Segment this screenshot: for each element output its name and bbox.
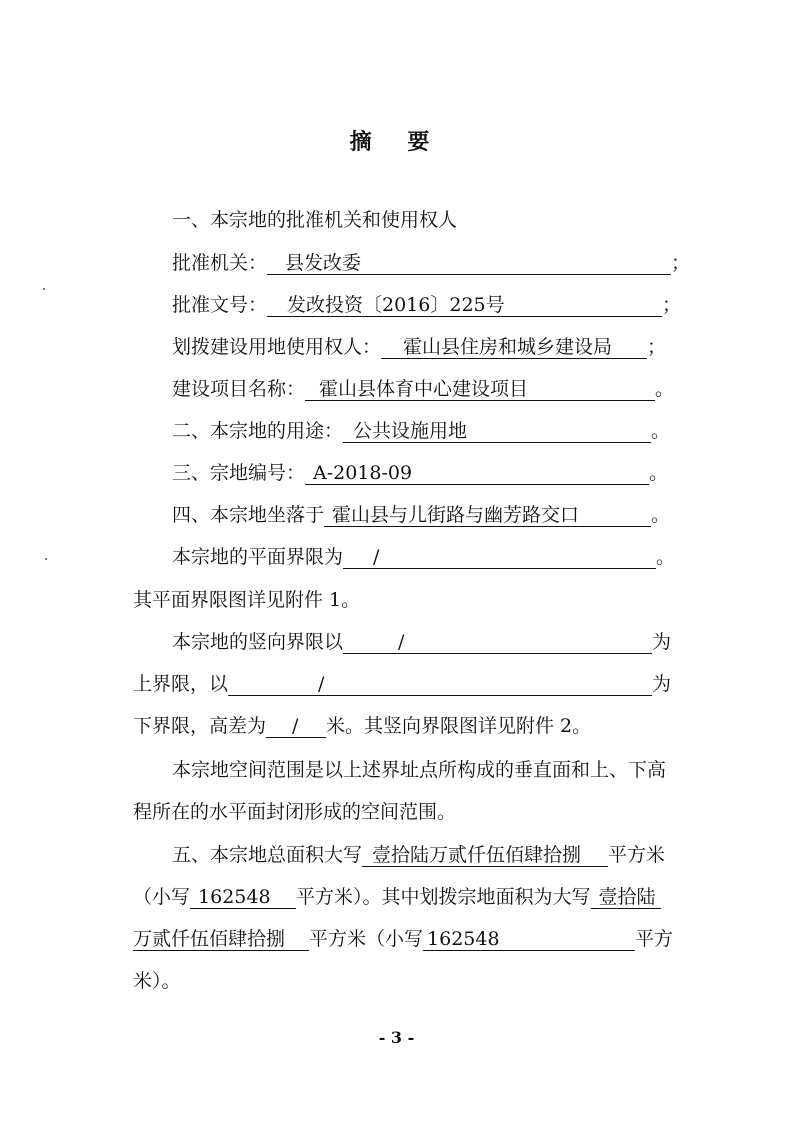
total-area-upper-value: 壹拾陆万贰仟伍佰肆拾捌: [372, 844, 582, 866]
land-use-field: [343, 419, 651, 443]
total-area-line: [172, 843, 665, 867]
allocated-area-unit: 平方米（小写: [309, 928, 424, 950]
approval-authority-line: [172, 251, 690, 275]
project-name-field: [305, 377, 655, 401]
upper-limit-value: /: [398, 631, 405, 653]
land-user-line: [172, 335, 666, 359]
plane-boundary-field: [343, 545, 656, 569]
land-use-label: 二、本宗地的用途：: [172, 420, 344, 442]
allocated-area-small-field: [423, 927, 635, 951]
parcel-number-field: [305, 461, 649, 485]
approval-doc-field: [267, 293, 662, 317]
project-name-value: 霍山县体育中心建设项目: [319, 378, 529, 400]
allocated-area-upper-field-1: [591, 885, 661, 909]
punctuation: ；: [671, 252, 691, 274]
location-value: 霍山县与儿街路与幽芳路交口: [332, 504, 580, 526]
lower-limit-label: 下界限，高差为: [133, 715, 267, 737]
scan-dot: [43, 288, 45, 290]
lower-limit-value: /: [318, 673, 325, 695]
total-area-small-field: [190, 885, 296, 909]
plane-boundary-value: /: [373, 546, 380, 568]
approval-authority-value: 县发改委: [285, 252, 362, 274]
total-area-small-line: [133, 885, 661, 909]
allocated-area-upper-value-1: 壹拾陆: [598, 886, 656, 908]
page-number: - 3 -: [378, 1028, 415, 1047]
location-field: [324, 503, 651, 527]
approval-doc-line: [172, 293, 681, 317]
approval-doc-value: 发改投资〔2016〕225号: [287, 294, 505, 316]
height-diff-line: [133, 714, 591, 738]
lower-limit-field: [228, 672, 652, 696]
upper-limit-label: 上界限，以: [133, 673, 229, 695]
allocated-area-upper-value-2: 万贰仟伍佰肆拾捌: [133, 928, 286, 950]
height-diff-value: /: [292, 715, 299, 737]
punctuation: 。: [655, 378, 675, 400]
upper-limit-field: [343, 630, 652, 654]
total-area-upper-field: [362, 843, 608, 867]
land-user-value: 霍山县住房和城乡建设局: [403, 336, 613, 358]
section-1-heading: 一、本宗地的批准机关和使用权人: [172, 209, 458, 231]
punctuation: ；: [662, 294, 682, 316]
location-label: 四、本宗地坐落于: [172, 504, 325, 526]
lower-limit-suffix: 为: [652, 673, 672, 695]
allocated-area-suffix: 平方: [635, 928, 674, 950]
allocated-area-end: 米）。: [133, 970, 181, 992]
scan-dot: [45, 558, 47, 560]
allocated-area-small-value: 162548: [427, 928, 500, 950]
land-user-field: [381, 335, 647, 359]
vertical-boundary-line: [172, 630, 671, 654]
punctuation: 。: [649, 462, 669, 484]
land-user-label: 划拨建设用地使用权人：: [172, 336, 382, 358]
punctuation: 。: [651, 504, 671, 526]
plane-boundary-line: [172, 545, 675, 569]
page-title: 摘 要: [349, 130, 444, 155]
project-name-line: [172, 377, 674, 401]
plane-boundary-label: 本宗地的平面界限为: [172, 546, 344, 568]
parcel-number-value: A-2018-09: [313, 462, 413, 484]
parcel-number-line: [172, 461, 668, 485]
allocated-area-upper-field-2: [133, 927, 309, 951]
allocated-area-label: 平方米）。其中划拨宗地面积为大写: [296, 886, 591, 908]
height-diff-field: [266, 714, 326, 738]
vertical-boundary-label: 本宗地的竖向界限以: [172, 631, 344, 653]
lower-limit-line: [133, 672, 671, 696]
allocated-area-line: [133, 927, 673, 951]
punctuation: 。: [656, 546, 676, 568]
approval-doc-label: 批准文号：: [172, 294, 268, 316]
approval-authority-field: [267, 251, 671, 275]
spatial-range-text-1: 本宗地空间范围是以上述界址点所构成的垂直面和上、下高: [172, 759, 667, 781]
parcel-number-label: 三、宗地编号：: [172, 462, 306, 484]
total-area-label: 五、本宗地总面积大写: [172, 844, 363, 866]
land-use-line: [172, 419, 670, 443]
total-area-small-value: 162548: [198, 886, 271, 908]
punctuation: ；: [647, 336, 667, 358]
approval-authority-label: 批准机关：: [172, 252, 268, 274]
spatial-range-text-2: 程所在的水平面封闭形成的空间范围。: [133, 801, 457, 823]
project-name-label: 建设项目名称：: [172, 378, 306, 400]
small-area-label: （小写: [133, 886, 191, 908]
upper-limit-suffix: 为: [652, 631, 672, 653]
location-line: [172, 503, 670, 527]
punctuation: 。: [651, 420, 671, 442]
height-diff-suffix: 米。其竖向界限图详见附件 2。: [326, 715, 592, 737]
land-use-value: 公共设施用地: [353, 420, 468, 442]
area-unit: 平方米: [608, 844, 666, 866]
plane-boundary-note: 其平面界限图详见附件 1。: [133, 589, 361, 611]
